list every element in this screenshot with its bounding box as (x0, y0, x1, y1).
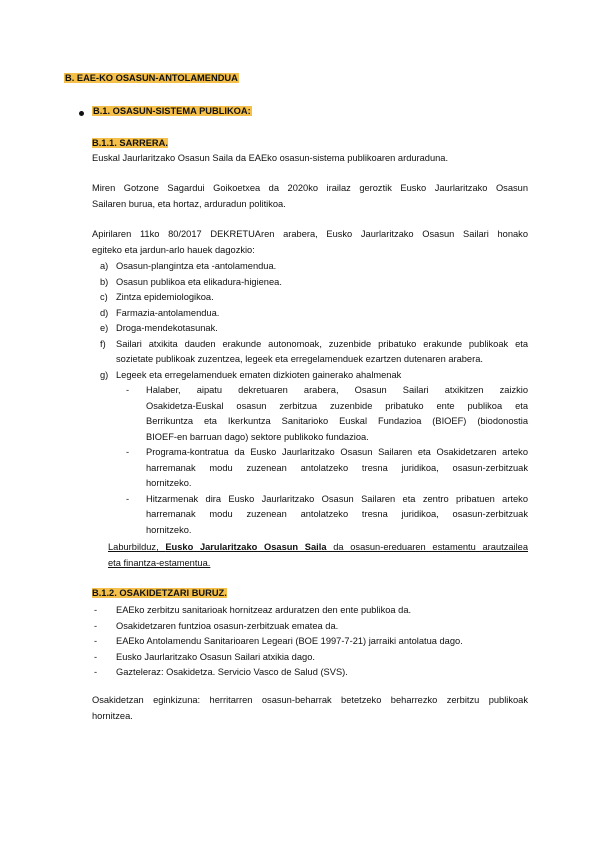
b11-summary (108, 540, 528, 571)
list-item (100, 259, 528, 275)
dash-marker: - (94, 636, 98, 646)
summary-pre: Laburbilduz, (108, 542, 166, 552)
list-item (100, 368, 528, 384)
dash-marker: - (94, 605, 98, 615)
summary-post: da osasun-ereduaren estamentu arautzailea (326, 542, 528, 552)
list-item (94, 603, 528, 619)
b12-heading: B.1.2. OSAKIDETZARI BURUZ. (92, 588, 227, 598)
sublist-line: BIOEF-en barruan dago) sektore publikoko fundazioa. (146, 431, 369, 442)
sublist-item (126, 445, 528, 492)
sublist-line: Halaber, aipatu dekretuaren arabera, Osasun Sailari atxikitzen zaizkio (146, 385, 528, 395)
decree-sublist (126, 383, 528, 538)
list-item-text: Farmazia-antolamendua. (116, 307, 220, 318)
list-item-text: EAEko zerbitzu sanitarioak hornitzeaz arduratzen den ente publikoa da. (116, 605, 412, 615)
list-item (100, 290, 528, 306)
list-item-text: Osasun-plangintza eta -antolamendua. (116, 261, 277, 271)
paragraph-line: Sailaren burua, eta hortaz, arduradun politikoa. (92, 198, 286, 209)
sublist-line: Programa-kontratua da Eusko Jaurlaritzako Osasun Sailaren eta Osakidetzaren arteko (146, 447, 528, 457)
list-item-text: Sailari atxikita dauden erakunde autonomoak, zuzenbide pribatuko erakunde publikoak eta (116, 338, 528, 349)
paragraph-line: egiteko eta jardun-arlo hauek dagozkio: (92, 244, 255, 255)
summary-line (108, 540, 528, 556)
list-item-label: e) (100, 323, 109, 333)
sublist-line: Osakidetza-Euskal osasun zerbitzua zuzenbide pribatuko ente publikoa eta (146, 400, 528, 411)
bullet-icon (79, 111, 84, 116)
list-item-label: b) (100, 276, 109, 287)
sublist-line: hornitzeko. (146, 478, 192, 488)
list-item-text: Gazteleraz: Osakidetza. Servicio Vasco de Salud (SVS). (116, 667, 348, 677)
sublist-item (126, 383, 528, 445)
sublist-line: hornitzeko. (146, 524, 192, 535)
list-item-label: f) (100, 338, 106, 349)
sublist-line: Berrikuntza eta Ikerkuntza Sanitarioko Euskal Fundazioa (BIOEF) (biodonostia (146, 416, 528, 426)
list-item-text: EAEko Antolamendu Sanitarioaren Legeari (BOE 1997-7-21) jarraiki antolatua dago. (116, 636, 463, 646)
list-item-text: Droga-mendekotasunak. (116, 323, 218, 333)
dash-marker: - (94, 667, 98, 677)
b11-paragraph-2 (92, 181, 528, 212)
list-item-label: c) (100, 292, 108, 302)
dash-marker: - (126, 385, 130, 395)
b11-heading: B.1.1. SARRERA. (92, 138, 168, 148)
list-item (100, 275, 528, 291)
list-item-text: Zintza epidemiologikoa. (116, 292, 214, 302)
list-item-text: Legeek eta erregelamenduek ematen dizkioten gainerako ahalmenak (116, 369, 402, 380)
list-item-text: sozietate publikoak zuzentzea, legeek eta erregelamenduek ezartzen dutenaren arabera. (116, 354, 483, 364)
list-item (94, 619, 528, 635)
paragraph-line: hornitzea. (92, 710, 133, 721)
list-item-label: g) (100, 369, 109, 380)
summary-bold: Eusko Jarularitzako Osasun Saila (165, 542, 327, 552)
b12-mission (92, 693, 528, 724)
list-item (100, 321, 528, 337)
paragraph-line: Miren Gotzone Sagardui Goikoetxea da 2020ko irailaz geroztik Eusko Jaurlaritzako Osasun (92, 183, 528, 193)
list-item (94, 634, 528, 650)
paragraph-line: Apirilaren 11ko 80/2017 DEKRETUAren arabera, Eusko Jaurlaritzako Osasun Sailari honako (92, 229, 528, 239)
list-item-text: Osasun publikoa eta elikadura-higienea. (116, 276, 282, 287)
summary-line: eta finantza-estamentua. (108, 557, 211, 568)
sublist-item (126, 492, 528, 539)
list-item (94, 650, 528, 666)
list-item-text: Osakidetzaren funtzioa osasun-zerbitzuak ematea da. (116, 620, 339, 631)
paragraph-line: Osakidetzan eginkizuna: herritarren osasun-beharrak betetzeko beharrezko zerbitzu publikoak (92, 695, 528, 705)
list-item (100, 306, 528, 322)
competences-list (100, 259, 528, 383)
list-item (94, 665, 528, 681)
sublist-line: harremanak modu zuzenean antolatzeko tresna juridikoa, osasun-zerbitzuak (146, 462, 528, 473)
list-item-text: Eusko Jaurlaritzako Osasun Sailari atxikia dago. (116, 651, 315, 662)
list-item (100, 337, 528, 368)
dash-marker: - (126, 447, 130, 457)
b11-paragraph-1: Euskal Jaurlaritzako Osasun Saila da EAEko osasun-sistema publikoaren arduraduna. (92, 153, 449, 163)
sublist-line: harremanak modu zuzenean antolatzeko tresna juridikoa, osasun-zerbitzuak (146, 509, 528, 519)
dash-marker: - (94, 651, 98, 662)
b11-paragraph-3 (92, 227, 528, 258)
list-item-label: d) (100, 307, 109, 318)
b12-list (94, 603, 528, 681)
list-item-label: a) (100, 261, 109, 271)
sublist-line: Hitzarmenak dira Eusko Jaurlaritzako Osasun Sailaren eta zentro pribatuen arteko (146, 493, 528, 504)
dash-marker: - (126, 493, 130, 504)
section-b-title: B. EAE-KO OSASUN-ANTOLAMENDUA (65, 73, 238, 83)
section-b1-title: B.1. OSASUN-SISTEMA PUBLIKOA: (93, 106, 251, 116)
dash-marker: - (94, 620, 98, 631)
